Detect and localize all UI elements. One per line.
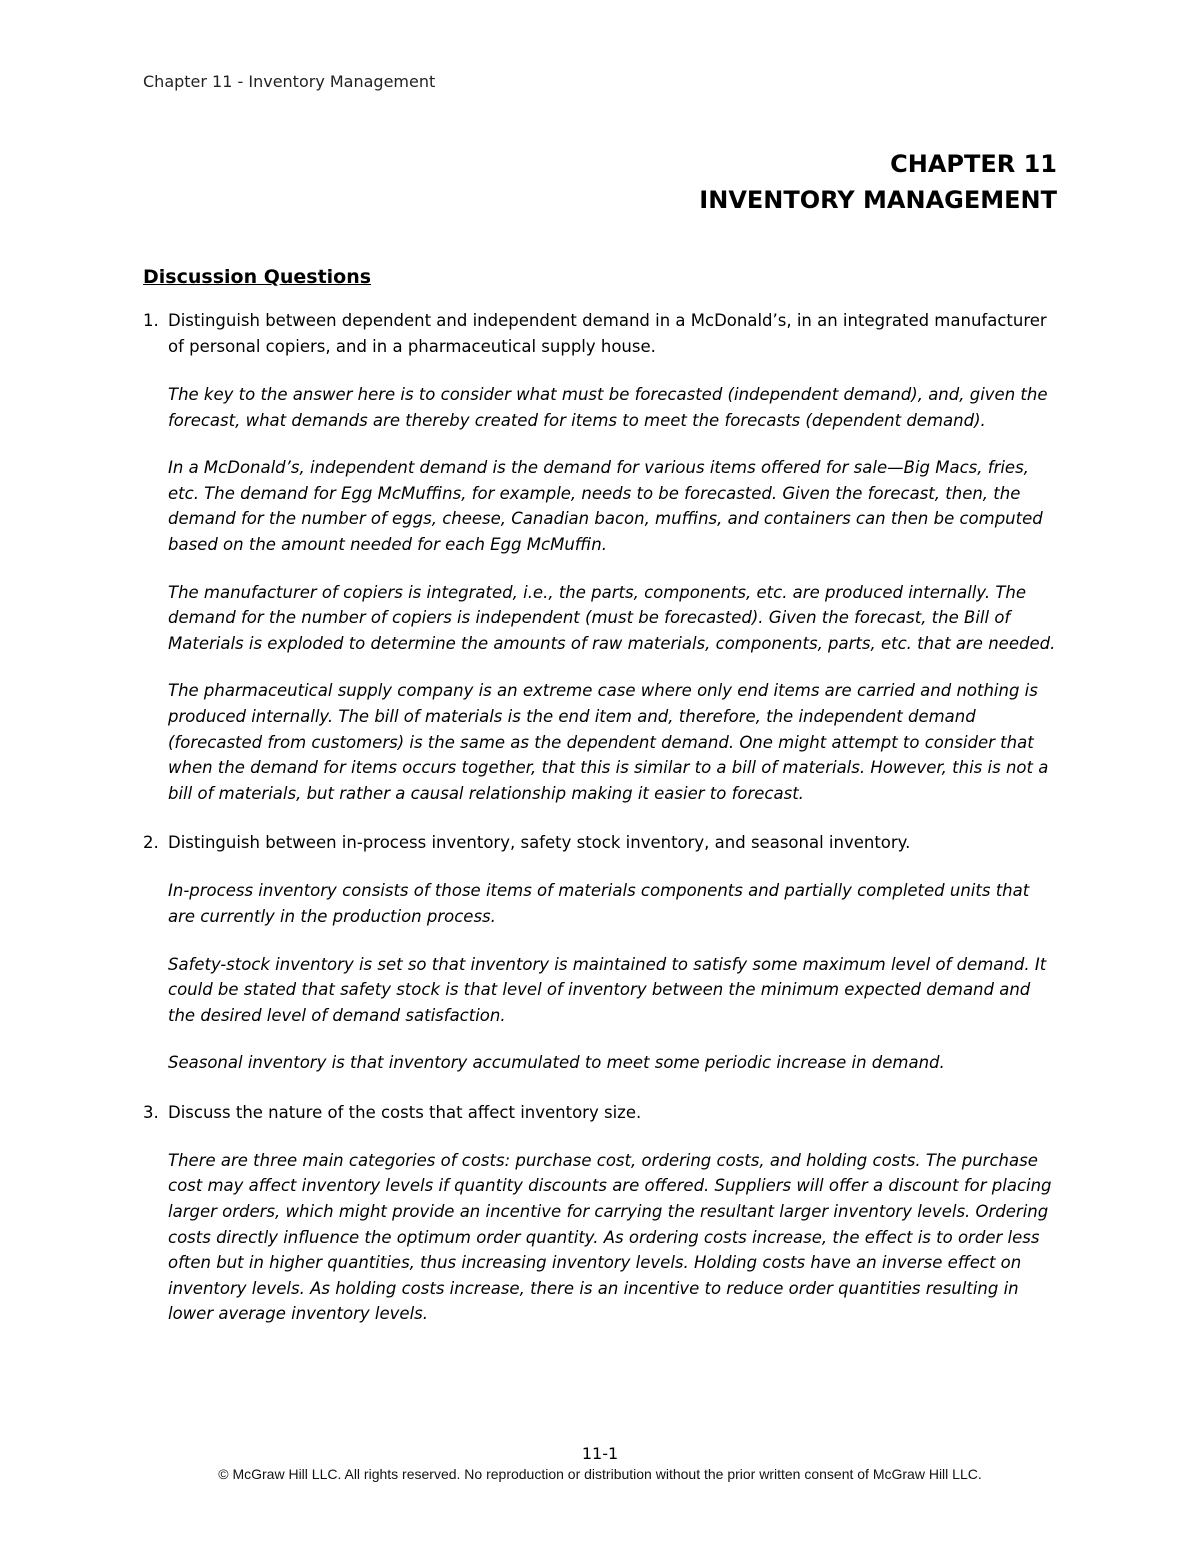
answer-paragraph: Seasonal inventory is that inventory accumulated to meet some periodic increase in demand. xyxy=(168,1053,945,1073)
question-text: Distinguish between in-process inventory, safety stock inventory, and seasonal inventory. xyxy=(168,833,911,853)
question-1 xyxy=(143,308,1058,806)
page-number: 11-1 xyxy=(581,1444,619,1463)
page-footer xyxy=(0,1444,1200,1484)
question-number: 1. xyxy=(143,311,159,330)
answer-paragraph: The pharmaceutical supply company is an extreme case where only end items are carried and nothing is produced internally. The bill of materials is the end item and, therefore, the independent demand (forecasted from customers) is the same as the dependent demand. One might attempt to consider that when the demand for items occurs together, that this is similar to a bill of materials. However, this is not a bill of materials, but rather a causal relationship making it easier to forecast. xyxy=(168,681,1049,803)
question-text: Distinguish between dependent and independent demand in a McDonald’s, in an integrated manufacturer of personal copiers, and in a pharmaceutical supply house. xyxy=(168,311,1047,356)
chapter-title: INVENTORY MANAGEMENT xyxy=(699,186,1057,214)
running-header: Chapter 11 - Inventory Management xyxy=(143,72,436,91)
question-text: Discuss the nature of the costs that affect inventory size. xyxy=(168,1102,642,1122)
chapter-title-block xyxy=(699,146,1057,218)
question-number: 3. xyxy=(143,1102,159,1122)
answer-paragraph: Safety-stock inventory is set so that inventory is maintained to satisfy some maximum level of demand. It could be stated that safety stock is that level of inventory between the minimum expected demand and the desired level of demand satisfaction. xyxy=(168,954,1047,1025)
question-3 xyxy=(143,1100,1058,1327)
answer-paragraph: The manufacturer of copiers is integrated, i.e., the parts, components, etc. are produced internally. The demand for the number of copiers is independent (must be forecasted). Given the forecast, the Bill of Materials is exploded to determine the amounts of raw materials, components, parts, etc. that are needed. xyxy=(168,582,1056,653)
copyright-notice: © McGraw Hill LLC. All rights reserved. No reproduction or distribution without the prior written consent of McGraw Hill LLC. xyxy=(218,1466,982,1482)
answer-paragraph: There are three main categories of costs: purchase cost, ordering costs, and holding costs. The purchase cost may affect inventory levels if quantity discounts are offered. Suppliers will offer a discount for placing larger orders, which might provide an incentive for carrying the resultant larger inventory levels. Ordering costs directly influence the optimum order quantity. As ordering costs increase, the effect is to order less often but in higher quantities, thus increasing inventory levels. Holding costs have an inverse effect on inventory levels. As holding costs increase, there is an incentive to reduce order quantities resulting in lower average inventory levels. xyxy=(168,1150,1052,1324)
answer-paragraph: The key to the answer here is to consider what must be forecasted (independent demand), and, given the forecast, what demands are thereby created for items to meet the forecasts (dependent demand). xyxy=(168,385,1048,430)
section-heading: Discussion Questions xyxy=(143,266,372,288)
questions-list xyxy=(143,308,1058,1351)
answer-paragraph: In-process inventory consists of those items of materials components and partially completed units that are currently in the production process. xyxy=(168,881,1030,926)
answer-paragraph: In a McDonald’s, independent demand is the demand for various items offered for sale—Big Macs, fries, etc. The demand for Egg McMuffins, for example, needs to be forecasted. Given the forecast, then, the demand for the number of eggs, cheese, Canadian bacon, muffins, and containers can then be computed based on the amount needed for each Egg McMuffin. xyxy=(168,458,1043,554)
chapter-number: CHAPTER 11 xyxy=(890,150,1057,178)
question-2 xyxy=(143,830,1058,1076)
question-number: 2. xyxy=(143,833,159,853)
